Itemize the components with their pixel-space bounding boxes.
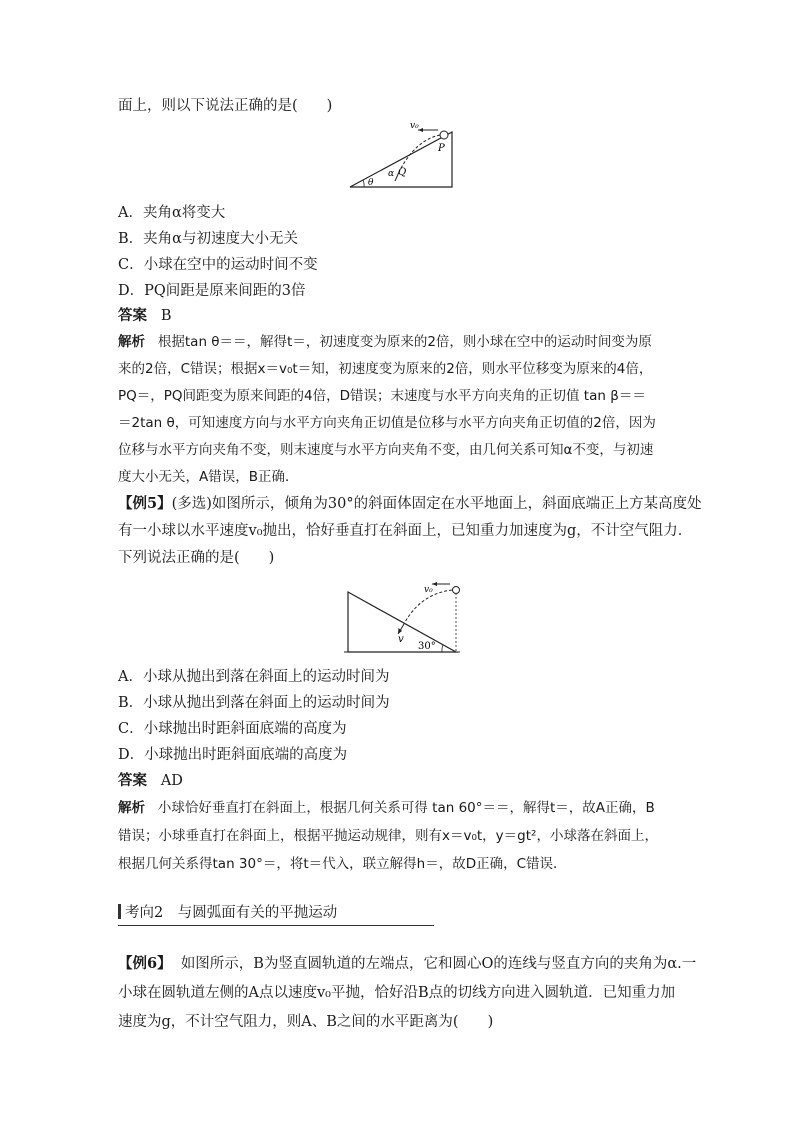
q4-analysis-line [118,332,652,352]
ex5-option-a: A．小球从抛出到落在斜面上的运动时间为 [118,669,390,685]
analysis-text: 根据tan θ＝＝，解得t＝，初速度变为原来的2倍，则小球在空中的运动时间变为原 [157,334,652,350]
section-title: 考向2 与圆弧面有关的平抛运动 [125,905,338,921]
analysis-label: 解析 [118,800,145,816]
label-theta: θ [368,178,374,188]
example-6-line: 小球在圆轨道左侧的A点以速度v₀平抛，恰好沿B点的切线方向进入圆轨道．已知重力加 [118,985,676,1001]
question-intro-tail: 面上，则以下说法正确的是( ) [118,98,333,114]
label-v0: v₀ [424,585,433,595]
label-alpha: α [388,169,395,179]
q4-option-a: A．夹角α将变大 [118,205,226,221]
example-5-line [118,494,702,514]
ex5-option-b: B．小球从抛出到落在斜面上的运动时间为 [118,695,390,711]
example-6-line [118,954,696,974]
ex5-analysis-line: 根据几何关系得tan 30°＝，将t＝代入，联立解得h＝，故D正确，C错误． [118,856,567,872]
example-label: 【例6】 [118,955,172,972]
section-heading [118,903,434,926]
ex5-analysis-line [118,798,655,818]
example-5-line: 有一小球以水平速度v₀抛出，恰好垂直打在斜面上，已知重力加速度为g，不计空气阻力． [118,523,693,539]
answer-label: 答案 [118,772,147,789]
q4-analysis-line: 位移与水平方向夹角不变，则末速度与水平方向夹角不变，由几何关系可知α不变，与初速 [118,442,654,458]
example-text: 如图所示，B为竖直圆轨道的左端点，它和圆心O的连线与竖直方向的夹角为α.一 [180,956,697,972]
answer-value: B [160,308,172,324]
q4-option-c: C．小球在空中的运动时间不变 [118,257,318,273]
example-5-line: 下列说法正确的是( ) [118,550,275,566]
ex5-analysis-line: 错误；小球垂直打在斜面上，根据平抛运动规律，则有x＝v₀t，y＝gt²，小球落在斜面上， [118,828,658,844]
label-v: v [398,634,404,645]
q4-analysis-line: PQ＝，PQ间距变为原来间距的4倍，D错误；末速度与水平方向夹角的正切值 tan β＝＝ [118,388,646,404]
answer-label: 答案 [118,307,147,324]
trajectory-path [404,590,452,624]
example-text: (多选)如图所示，倾角为30°的斜面体固定在水平地面上，斜面底端正上方某高度处 [171,496,702,512]
analysis-label: 解析 [118,334,145,350]
ex5-option-d: D．小球抛出时距斜面底端的高度为 [118,747,348,763]
incline-triangle [350,132,452,187]
q4-option-b: B．夹角α与初速度大小无关 [118,231,298,247]
trajectory-path [400,135,440,170]
ball-icon [453,587,460,594]
analysis-text: 小球恰好垂直打在斜面上，根据几何关系可得 tan 60°＝＝，解得t＝，故A正确，B [157,800,655,816]
q4-analysis-line: ＝2tan θ，可知速度方向与水平方向夹角正切值是位移与水平方向夹角正切值的2倍，因为 [118,415,656,431]
heading-marker [118,904,121,919]
answer-value: AD [160,773,183,789]
label-q: Q [398,167,407,178]
q4-analysis-line: 度大小无关，A错误，B正确． [118,469,299,485]
ball-icon [440,131,448,139]
label-p: P [438,143,445,154]
example-label: 【例5】 [118,495,172,512]
q4-option-d: D．PQ间距是原来间距的3倍 [118,283,306,299]
figure-incline-2 [340,580,464,658]
label-angle: 30° [418,641,436,652]
q4-analysis-line: 来的2倍，C错误；根据x＝v₀t＝知，初速度变为原来的2倍，则水平位移变为原来的4倍， [118,361,653,377]
ex5-option-c: C．小球抛出时距斜面底端的高度为 [118,721,347,737]
figure-incline-1 [346,118,458,192]
ex5-answer [118,771,183,791]
label-v0: v₀ [410,121,419,131]
example-6-line: 速度为g，不计空气阻力，则A、B之间的水平距离为( ) [118,1014,494,1030]
q4-answer [118,306,171,326]
